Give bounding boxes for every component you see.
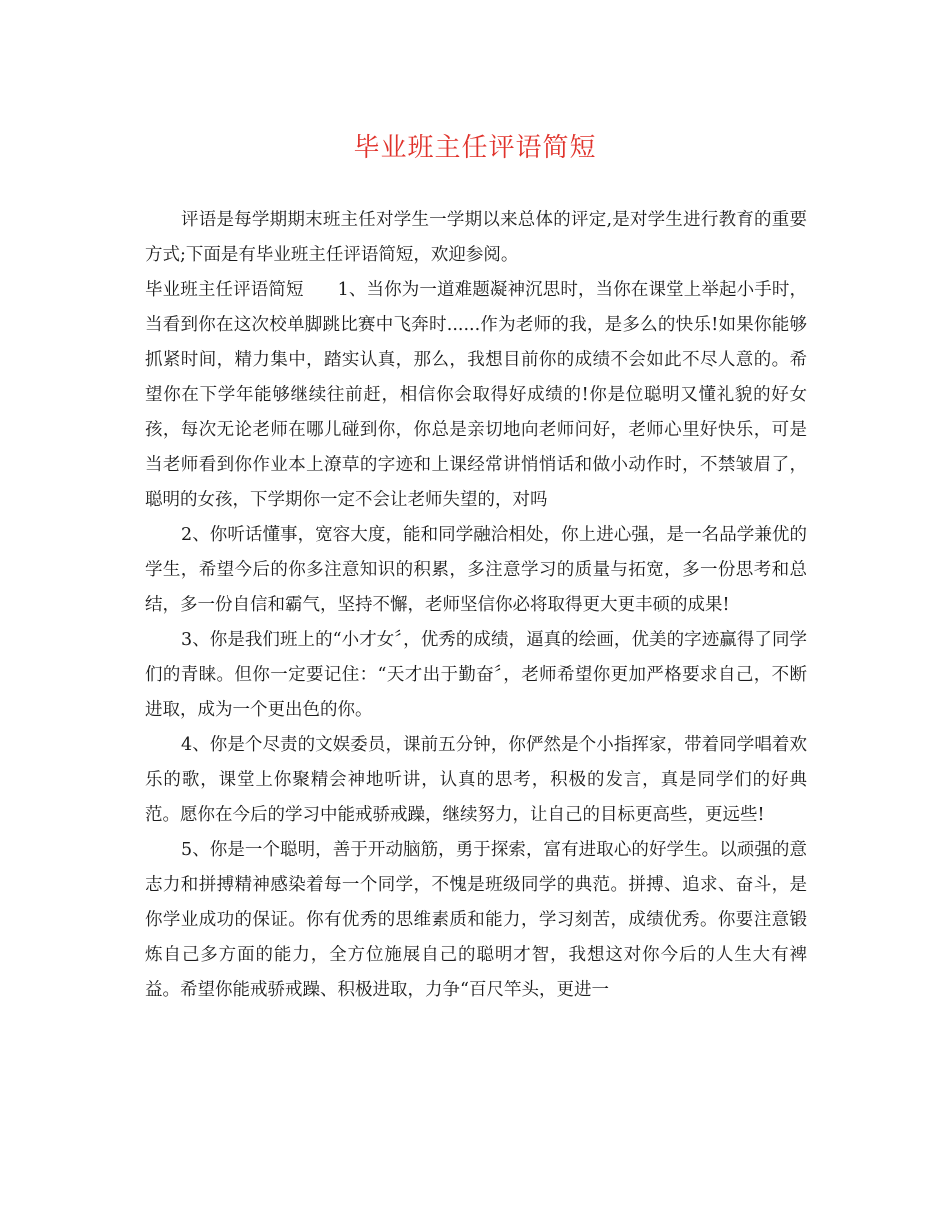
comment-paragraph-2: 2、你听话懂事，宽容大度，能和同学融洽相处，你上进心强，是一名品学兼优的学生，希望今后的你多注意知识的积累，多注意学习的质量与拓宽，多一份思考和总结，多一份自信和霸气，坚持不懈，老师坚信你必将取得更大更丰硕的成果! xyxy=(145,525,807,615)
document-body xyxy=(145,203,807,1008)
comment-1-text: 1、当你为一道难题凝神沉思时，当你在课堂上举起小手时，当看到你在这次校单脚跳比赛中飞奔时......作为老师的我，是多么的快乐!如果你能够抓紧时间，精力集中，踏实认真，那么，我想目前你的成绩不会如此不尽人意的。希望你在下学年能够继续往前赶，相信你会取得好成绩的!你是位聪明又懂礼貌的好女孩，每次无论老师在哪儿碰到你，你总是亲切地向老师问好，老师心里好快乐，可是当老师看到你作业本上潦草的字迹和上课经常讲悄悄话和做小动作时，不禁皱眉了，聪明的女孩，下学期你一定不会让老师失望的，对吗 xyxy=(145,280,807,510)
document-title: 毕业班主任评语简短 xyxy=(353,133,597,163)
comment-paragraph-1 xyxy=(145,273,807,518)
comment-paragraph-5: 5、你是一个聪明，善于开动脑筋，勇于探索，富有进取心的好学生。以顽强的意志力和拼搏精神感染着每一个同学，不愧是班级同学的典范。拼搏、追求、奋斗，是你学业成功的保证。你有优秀的思维素质和能力，学习刻苦，成绩优秀。你要注意锻炼自己多方面的能力，全方位施展自己的聪明才智，我想这对你今后的人生大有裨益。希望你能戒骄戒躁、积极进取，力争“百尺竿头，更进一 xyxy=(145,840,807,1000)
intro-paragraph: 评语是每学期期末班主任对学生一学期以来总体的评定,是对学生进行教育的重要方式;下面是有毕业班主任评语简短，欢迎参阅。 xyxy=(145,210,807,265)
section-heading: 毕业班主任评语简短 xyxy=(145,280,304,300)
comment-paragraph-4: 4、你是个尽责的文娱委员，课前五分钟，你俨然是个小指挥家，带着同学唱着欢乐的歌，课堂上你聚精会神地听讲，认真的思考，积极的发言，真是同学们的好典范。愿你在今后的学习中能戒骄戒躁，继续努力，让自己的目标更高些，更远些! xyxy=(145,735,807,825)
comment-paragraph-3: 3、你是我们班上的“小才女〞，优秀的成绩，逼真的绘画，优美的字迹赢得了同学们的青睐。但你一定要记住：“天才出于勤奋〞，老师希望你更加严格要求自己，不断进取，成为一个更出色的你。 xyxy=(145,630,807,720)
